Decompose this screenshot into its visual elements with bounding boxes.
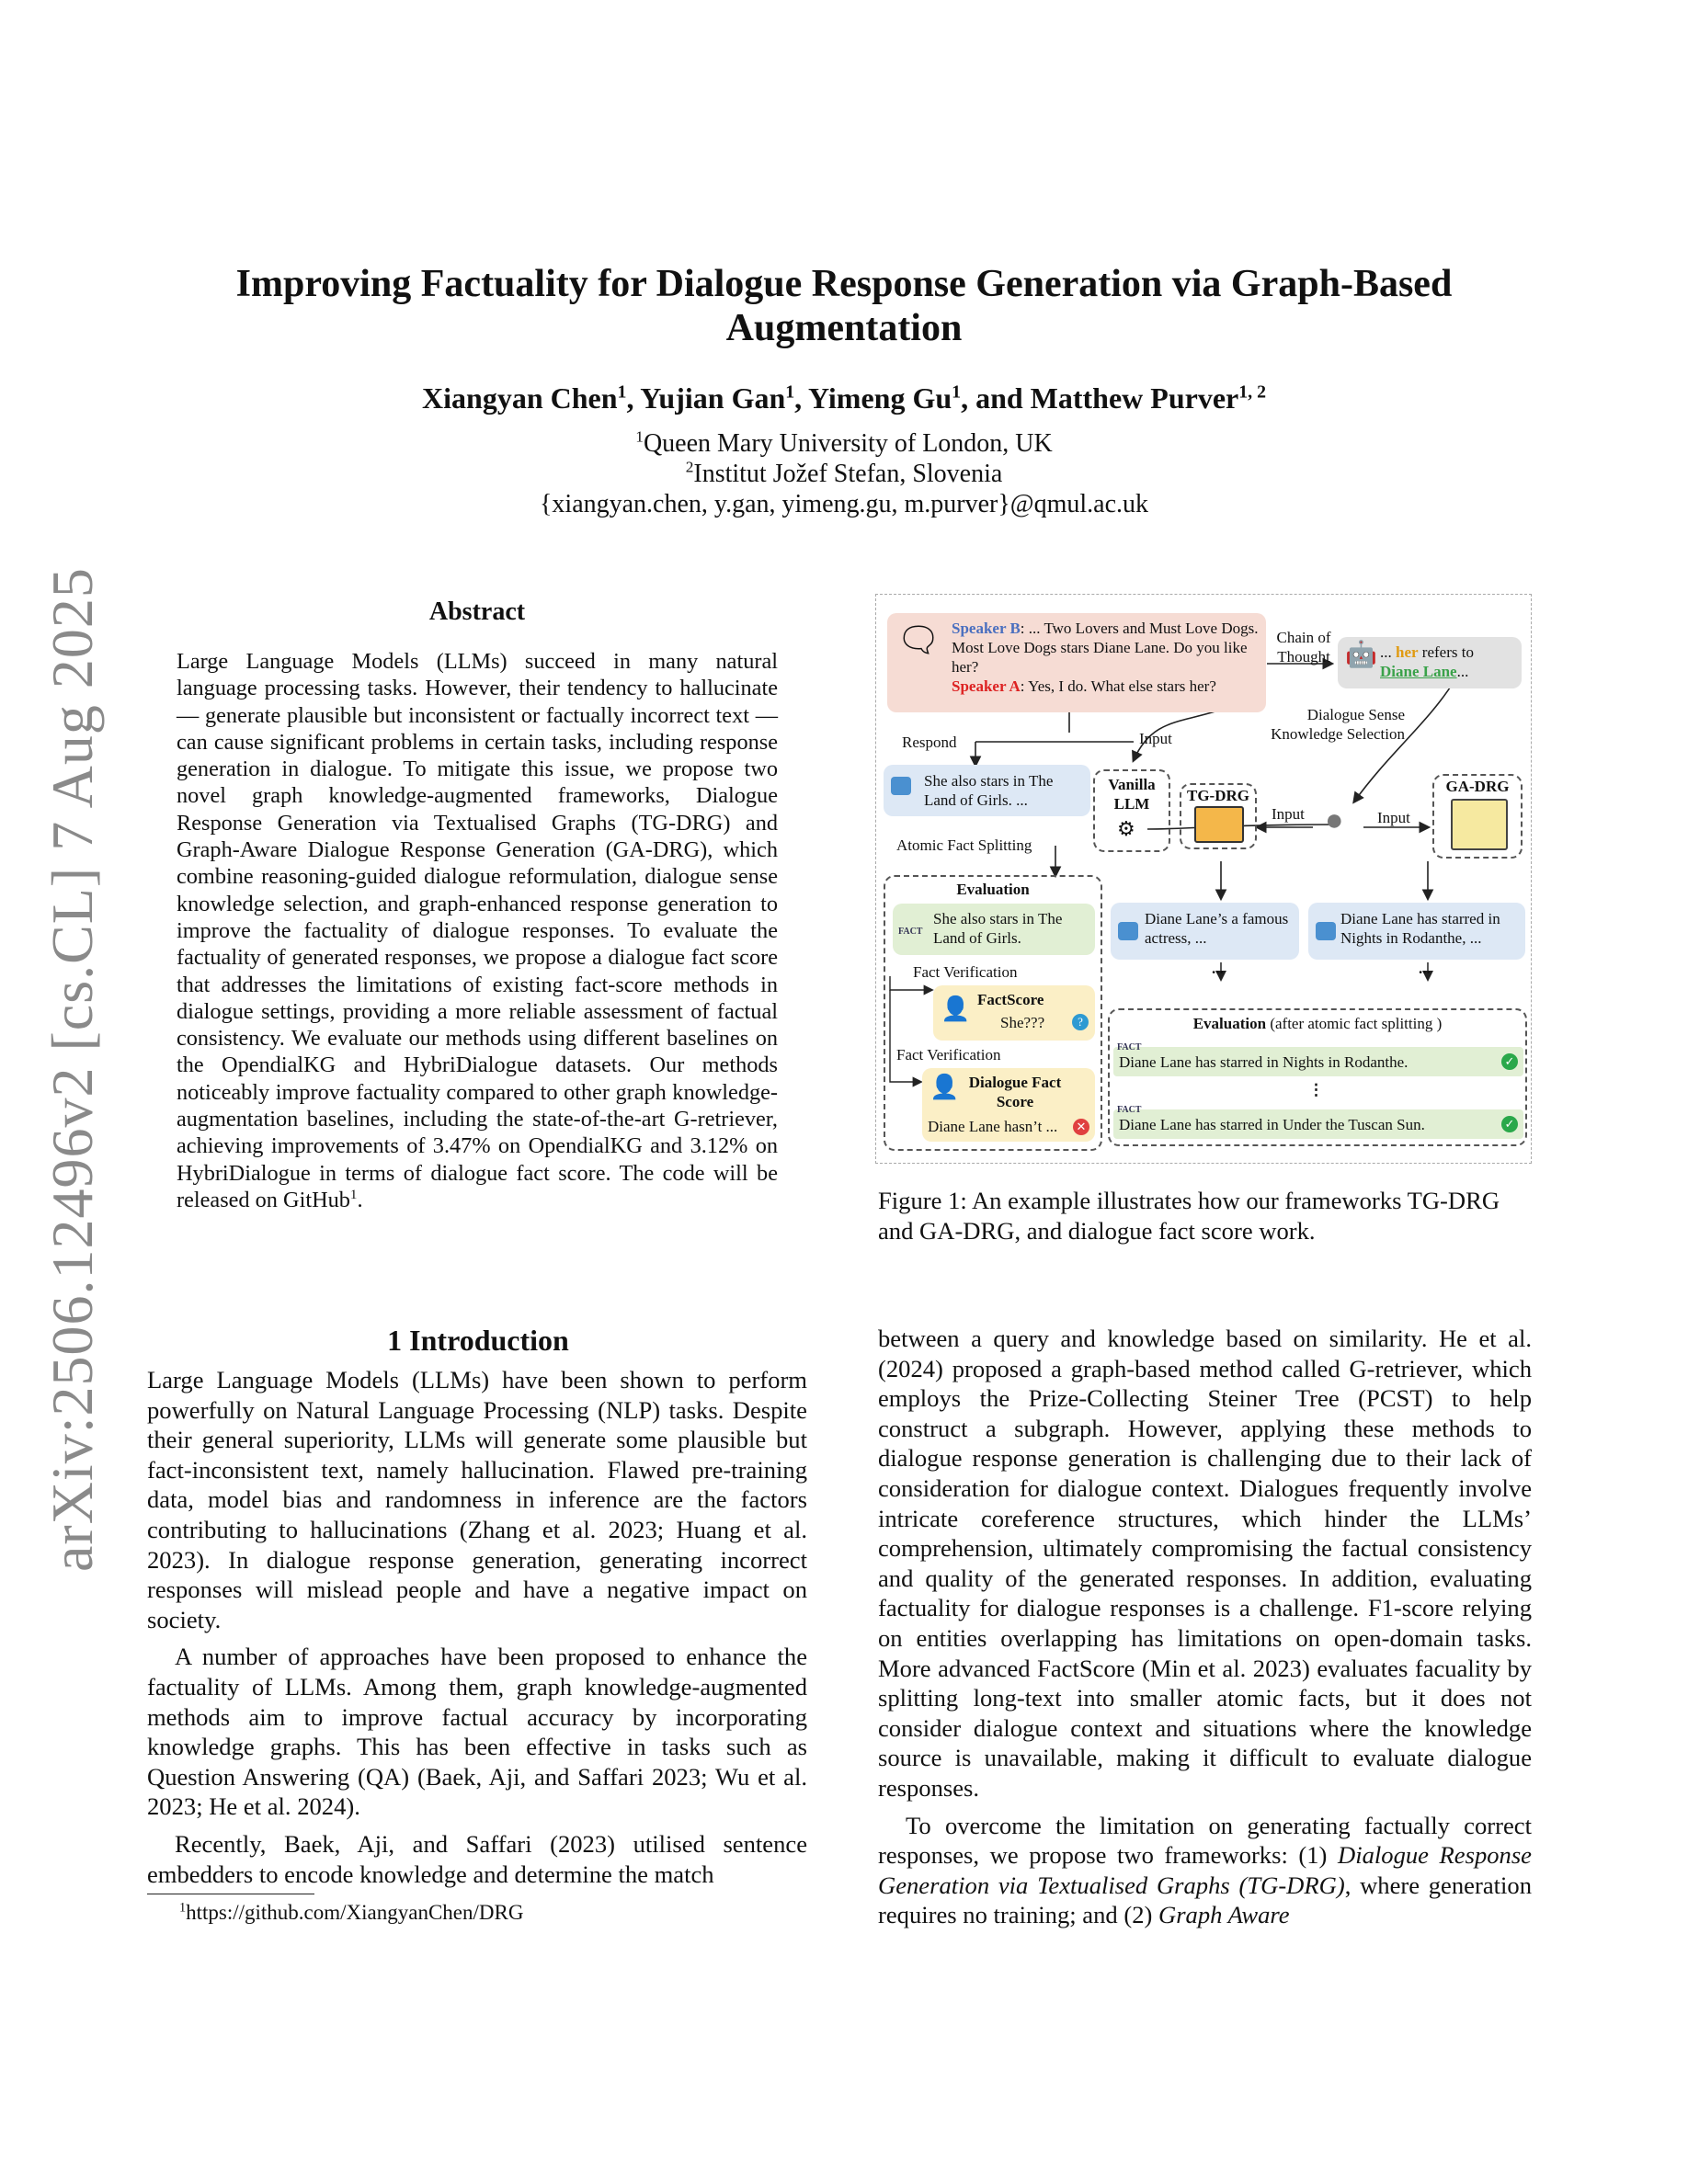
paragraph: Recently, Baek, Aji, and Saffari (2023) utilised sentence embedders to encode knowledge and determine the match [147, 1829, 807, 1888]
paragraph: Large Language Models (LLMs) have been shown to perform powerfully on Natural Language Processing (NLP) tasks. Despite their general superiority, LLMs will generate some plausible but fact-inconsistent text, namely hallucination. Flawed pre-training data, model bias and randomness in inference are the factors contributing to hallucinations (Zhang et al. 2023; Huang et al. 2023). In dialogue response generation, generating incorrect responses will mislead people and have a negative impact on society. [147, 1366, 807, 1633]
dialogue-text: Speaker B: ... Two Lovers and Must Love Dogs. Most Love Dogs stars Diane Lane. Do you like her? Speaker A: Yes, I do. What else stars her? [952, 620, 1259, 695]
dsks-label: Dialogue Sense Knowledge Selection [1271, 706, 1405, 743]
respond-label: Respond [902, 734, 957, 751]
tg-drg-label: TG-DRG [1187, 787, 1249, 804]
chat-icon-3 [1316, 922, 1336, 940]
judge-icon: 👤 [941, 995, 971, 1022]
paragraph: A number of approaches have been proposed to enhance the factuality of LLMs. Among them, graph knowledge-augmented methods aim to improve factual accuracy by incorporating knowledge graphs. This has been effective in tasks such as Question Answering (QA) (Baek, Aji, and Saffari 2023; Wu et al. 2023; He et al. 2024). [147, 1643, 807, 1821]
abstract-body: Large Language Models (LLMs) succeed in many natural language processing tasks. However, their tendency to hallucinate — generate plausible but inconsistent or factually incorrect text — can cause significant problems in certain tasks, including response generation in dialogue. To mitigate this issue, we propose two novel graph knowledge-augmented frameworks, Dialogue Response Generation via Textualised Graphs (TG-DRG) and Graph-Aware Dialogue Response Generation (GA-DRG), which combine reasoning-guided dialogue reformulation, dialogue sense knowledge selection, and graph-enhanced response generation to improve the factuality of dialogue responses. To evaluate the factuality of generated responses, we propose a dialogue fact score that addresses the limitations of existing fact-score methods in dialogue settings, providing a more reliable assessment of factual consistency. We evaluate our methods using different baselines on the OpendialKG and HybriDialogue datasets. Our methods noticeably improve factuality compared to other graph knowledge-augmentation baselines, including the state-of-the-art G-retriever, achieving improvements of 3.47% on OpendialKG and 3.12% on HybriDialogue in terms of dialogue fact score. The code will be released on GitHub$^1$. [177, 649, 778, 1212]
evaluation-label: Evaluation [956, 881, 1030, 898]
graph-icon [1451, 799, 1508, 850]
emails: {xiangyan.chen, y.gan, yimeng.gu, m.purver}@qmul.ac.uk [539, 490, 1149, 518]
fact1: Diane Lane has starred in Nights in Rodanthe. [1119, 1053, 1409, 1071]
atomic-split-label: Atomic Fact Splitting [896, 836, 1032, 854]
figure-1 [875, 594, 1532, 1164]
question-icon: ? [1072, 1014, 1089, 1030]
vanilla-llm-label: Vanilla LLM [1108, 776, 1156, 813]
chat-icon [891, 777, 911, 795]
document-icon [1194, 806, 1244, 843]
evaluation-right-label: Evaluation (after atomic fact splitting ) [1192, 1015, 1443, 1032]
chat-icon-2 [1118, 922, 1138, 940]
robot-icon: 🤖 [1345, 641, 1377, 669]
ga-response: Diane Lane has starred in Nights in Rodanthe, ... [1340, 910, 1500, 947]
cot-text: ... her refers to Diane Lane... [1380, 643, 1474, 680]
check-icon: ✓ [1501, 1053, 1518, 1070]
fact-statement: She also stars in The Land of Girls. [933, 910, 1063, 947]
section-heading-introduction: 1 Introduction [387, 1324, 569, 1357]
factscore-value: She??? [1000, 1014, 1045, 1031]
vdots: ⋮ [1308, 1081, 1324, 1098]
paper-title: Improving Factuality for Dialogue Response Generation via Graph-Based Augmentation [235, 263, 1453, 349]
fact-verification-label-2: Fact Verification [896, 1046, 1001, 1064]
tg-ellipsis: ... [1212, 960, 1224, 977]
fact-verification-label: Fact Verification [913, 963, 1018, 981]
left-column [147, 1365, 807, 1889]
judge-icon-2: 👤 [930, 1074, 960, 1100]
fact2: Diane Lane has starred in Under the Tuscan Sun. [1119, 1116, 1425, 1133]
dfs-value: Diane Lane hasn’t ... [928, 1118, 1058, 1135]
dialogue-fact-score-label: Dialogue Fact Score [968, 1074, 1062, 1110]
llm-icon: ⚙ [1117, 817, 1135, 840]
fact-tag-2: FACT [1117, 1042, 1142, 1052]
tg-response: Diane Lane’s a famous actress, ... [1145, 910, 1289, 947]
paragraph: To overcome the limitation on generating factually correct responses, we propose two frameworks: (1) Dialogue Response Generation via Textualised Graphs (TG-DRG), where generation requires no training; and (2) Graph Aware [878, 1811, 1532, 1929]
fact-tag-3: FACT [1117, 1105, 1142, 1115]
vanilla-response: She also stars in The Land of Girls. ... [924, 772, 1054, 809]
input-label-3: Input [1377, 809, 1410, 826]
ga-drg-label: GA-DRG [1445, 778, 1510, 795]
globe-icon: ● [1325, 803, 1344, 837]
cross-icon: ✕ [1073, 1119, 1089, 1135]
factscore-label: FactScore [977, 991, 1044, 1008]
footnote: $^1$https://github.com/XiangyanChen/DRG [179, 1900, 524, 1924]
ga-ellipsis: ... [1419, 960, 1431, 977]
input-label: Input [1139, 730, 1172, 747]
fact-tag: FACT [898, 927, 923, 937]
author-list: Xiangyan Chen$^1$, Yujian Gan$^1$, Yimeng Gu$^1$, and Matthew Purver$^{1, 2}$ [422, 381, 1266, 415]
paragraph: between a query and knowledge based on similarity. He et al. (2024) proposed a graph-based method called G-retriever, which employs the Prize-Collecting Steiner Tree (PCST) to help construct a subgraph. However, applying these methods to dialogue response generation is challenging due to their lack of consideration for dialogue context. Dialogues frequently involve intricate coreference structures, which hinder the LLMs’ comprehension, ultimately compromising the factual consistency and quality of the generated responses. In addition, evaluating factuality for dialogue responses is a challenge. F1-score relying on entities overlapping has limitations on open-domain tasks. More advanced FactScore (Min et al. 2023) evaluates facuality by splitting long-text into smaller atomic facts, but it does not consider dialogue context and situations where the knowledge source is unavailable, making it difficult to evaluate dialogue responses. [878, 1325, 1532, 1802]
check-icon-2: ✓ [1501, 1116, 1518, 1132]
right-column [878, 1324, 1532, 1930]
figure-caption: Figure 1: An example illustrates how our frameworks TG-DRG and GA-DRG, and dialogue fact score work. [878, 1187, 1500, 1245]
input-label-2: Input [1272, 805, 1305, 823]
chain-of-thought-label: Chain of Thought [1276, 629, 1331, 665]
arxiv-stamp: arXiv:2506.12496v2 [cs.CL] 7 Aug 2025 [40, 567, 105, 1572]
affiliations: $^1$Queen Mary University of London, UK $^2$Institut Jožef Stefan, Slovenia {xiangyan.chen, y.gan, yimeng.gu, m.purver}@qmul.ac.uk [138, 428, 1550, 519]
speakers-icon: 🗨 [896, 621, 941, 660]
abstract-heading: Abstract [428, 597, 526, 626]
